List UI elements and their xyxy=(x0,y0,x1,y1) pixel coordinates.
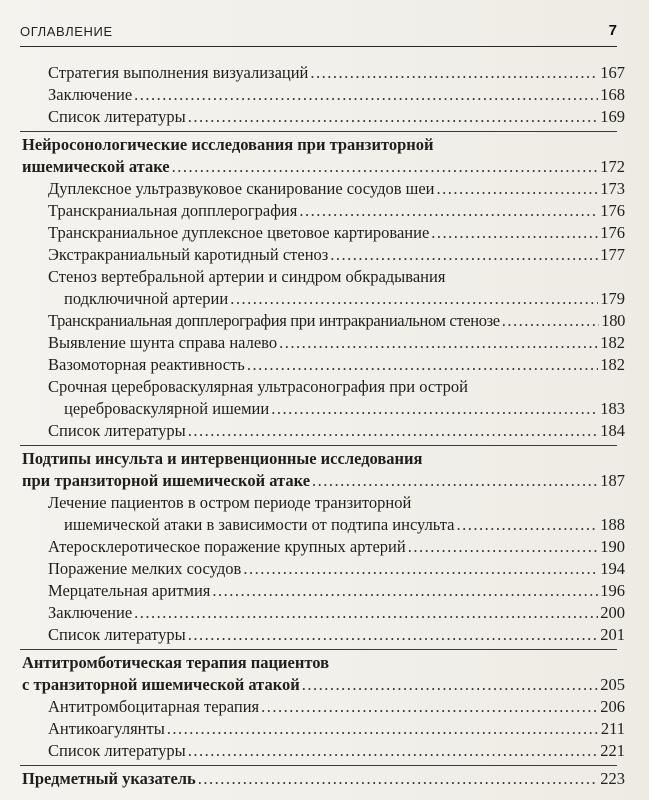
leader-dots xyxy=(456,514,598,536)
toc-entry xyxy=(0,602,625,624)
header-title: ОГЛАВЛЕНИЕ xyxy=(20,24,113,39)
toc-entry-title: Заключение xyxy=(48,603,133,622)
toc-entry-title: ишемической атаки в зависимости от подтипа инсульта xyxy=(64,515,455,534)
leader-dots xyxy=(188,106,599,128)
leader-dots xyxy=(261,696,598,718)
toc-entry-continuation xyxy=(0,514,625,536)
toc-entry-page: 173 xyxy=(600,179,625,198)
toc-entry-title: Лечение пациентов в остром периоде транзиторной xyxy=(48,493,412,512)
toc-entry-page: 177 xyxy=(600,245,625,264)
toc-entry-page: 200 xyxy=(600,603,625,622)
toc-entry-continuation xyxy=(0,288,625,310)
toc-entry xyxy=(0,558,625,580)
leader-dots xyxy=(271,398,598,420)
toc-entry-title: Список литературы xyxy=(48,625,186,644)
leader-dots xyxy=(172,156,599,178)
header-page-number: 7 xyxy=(608,22,617,39)
toc-entry-title: Атеросклеротическое поражение крупных артерий xyxy=(48,537,406,556)
toc-entry-page: 180 xyxy=(601,311,625,330)
toc-entry xyxy=(0,222,625,244)
section-divider xyxy=(20,649,617,650)
leader-dots xyxy=(408,536,599,558)
toc-entry-page: 182 xyxy=(600,355,625,374)
leader-dots xyxy=(243,558,598,580)
leader-dots xyxy=(134,84,598,106)
toc-entry xyxy=(0,718,625,740)
toc-entry xyxy=(0,178,625,200)
toc-entry-title: Список литературы xyxy=(48,107,186,126)
toc-chapter-entry xyxy=(0,470,625,492)
toc-chapter-entry xyxy=(0,768,625,790)
leader-dots xyxy=(302,674,598,696)
toc-entry-title: Выявление шунта справа налево xyxy=(48,333,278,352)
leader-dots xyxy=(310,62,598,84)
toc-entry xyxy=(0,200,625,222)
toc-entry-page: 176 xyxy=(600,201,625,220)
toc-entry-title: Срочная цереброваскулярная ультрасонография при острой xyxy=(48,377,468,396)
toc-entry-title: Антитромбоцитарная терапия xyxy=(48,697,260,716)
toc-entry-page: 183 xyxy=(600,399,625,418)
toc-entry-title: Стеноз вертебральной артерии и синдром обкрадывания xyxy=(48,267,446,286)
toc-entry xyxy=(0,492,625,514)
toc-entry-page: 196 xyxy=(600,581,625,600)
toc-chapter-heading xyxy=(0,134,625,156)
toc-entry-title: Стратегия выполнения визуализаций xyxy=(48,63,309,82)
toc-entry-page: 194 xyxy=(600,559,625,578)
toc-entry-page: 190 xyxy=(600,537,625,556)
leader-dots xyxy=(502,310,600,332)
section-divider xyxy=(20,445,617,446)
toc-entry-page: 169 xyxy=(600,107,625,126)
toc-entry xyxy=(0,84,625,106)
toc-entry xyxy=(0,244,625,266)
toc-entry-title: Транскраниальная допплерография xyxy=(48,201,298,220)
toc-chapter-entry xyxy=(0,156,625,178)
toc-entry-page: 221 xyxy=(600,741,625,760)
toc-entry-page: 211 xyxy=(600,719,625,738)
section-divider xyxy=(20,131,617,132)
toc-entry-title: ишемической атаке xyxy=(22,157,170,176)
leader-dots xyxy=(188,624,599,646)
toc-entry-title: Список литературы xyxy=(48,421,186,440)
toc-entry-page: 184 xyxy=(600,421,625,440)
toc-entry-title: Транскраниальная допплерография при интракраниальном стенозе xyxy=(48,311,500,330)
toc-entry-page: 168 xyxy=(600,85,625,104)
toc-entry-title: Антитромботическая терапия пациентов xyxy=(22,653,330,672)
leader-dots xyxy=(330,244,598,266)
toc-entry xyxy=(0,696,625,718)
leader-dots xyxy=(279,332,598,354)
toc-entry-title: Мерцательная аритмия xyxy=(48,581,211,600)
toc-entry xyxy=(0,62,625,84)
toc-entry-title: при транзиторной ишемической атаке xyxy=(22,471,311,490)
leader-dots xyxy=(198,768,598,790)
toc-entry-page: 179 xyxy=(600,289,625,308)
toc-entry-title: Поражение мелких сосудов xyxy=(48,559,242,578)
toc-entry xyxy=(0,310,625,332)
leader-dots xyxy=(299,200,598,222)
toc-entry-page: 167 xyxy=(600,63,625,82)
toc-entry xyxy=(0,740,625,762)
toc-chapter-heading xyxy=(0,448,625,470)
toc-chapter-entry xyxy=(0,674,625,696)
toc-entry-title: Список литературы xyxy=(48,741,186,760)
toc-entry xyxy=(0,580,625,602)
toc-entry-page: 172 xyxy=(600,157,625,176)
leader-dots xyxy=(167,718,599,740)
toc-entry-title: Вазомоторная реактивность xyxy=(48,355,245,374)
toc-entry xyxy=(0,106,625,128)
leader-dots xyxy=(312,470,598,492)
toc-entry xyxy=(0,266,625,288)
leader-dots xyxy=(247,354,598,376)
toc-entry-page: 206 xyxy=(600,697,625,716)
toc-entry xyxy=(0,420,625,442)
toc-entry xyxy=(0,536,625,558)
toc-entry-page: 201 xyxy=(600,625,625,644)
leader-dots xyxy=(134,602,598,624)
toc-entry-page: 176 xyxy=(600,223,625,242)
toc-entry-title: с транзиторной ишемической атакой xyxy=(22,675,300,694)
toc-entry-title: Экстракраниальный каротидный стеноз xyxy=(48,245,329,264)
toc-entry xyxy=(0,354,625,376)
toc-entry xyxy=(0,332,625,354)
toc-entry-page: 188 xyxy=(600,515,625,534)
leader-dots xyxy=(188,420,599,442)
leader-dots xyxy=(431,222,598,244)
toc-chapter-heading xyxy=(0,652,625,674)
leader-dots xyxy=(437,178,599,200)
toc-entry-title: Предметный указатель xyxy=(22,769,196,788)
leader-dots xyxy=(188,740,599,762)
toc-entry-title: Антикоагулянты xyxy=(48,719,165,738)
toc-entry-title: Подтипы инсульта и интервенционные исследования xyxy=(22,449,423,468)
toc-entry-page: 182 xyxy=(600,333,625,352)
leader-dots xyxy=(230,288,598,310)
toc-entry-title: подключичной артерии xyxy=(64,289,229,308)
toc-entry-page: 205 xyxy=(600,675,625,694)
toc-entry xyxy=(0,624,625,646)
section-divider xyxy=(20,765,617,766)
toc-entry-title: Дуплексное ультразвуковое сканирование сосудов шеи xyxy=(48,179,435,198)
toc-entry-page: 223 xyxy=(600,769,625,788)
toc-entry-title: Нейросонологические исследования при транзиторной xyxy=(22,135,434,154)
toc-entry xyxy=(0,376,625,398)
toc-entry-continuation xyxy=(0,398,625,420)
leader-dots xyxy=(212,580,598,602)
toc-entry-title: Заключение xyxy=(48,85,133,104)
toc-entry-page: 187 xyxy=(600,471,625,490)
toc-entry-title: Транскраниальное дуплексное цветовое картирование xyxy=(48,223,430,242)
toc-entry-title: цереброваскулярной ишемии xyxy=(64,399,270,418)
